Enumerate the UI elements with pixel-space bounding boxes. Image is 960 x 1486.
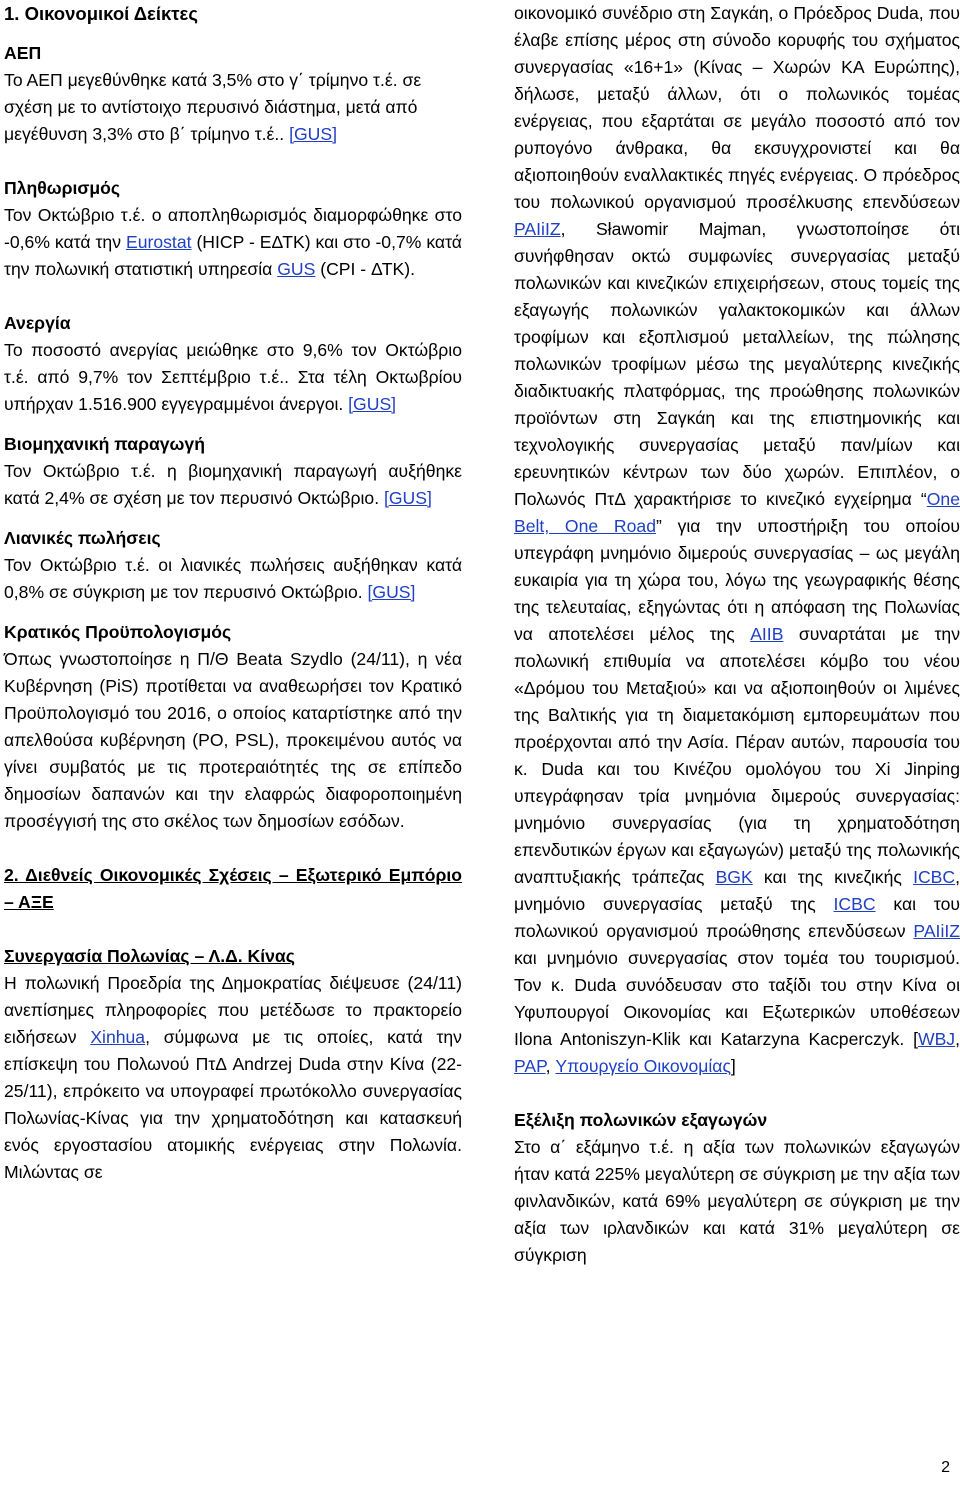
cont-text-8: και μνημόνιο συνεργασίας στον τομέα του τουρισμού. Τον κ. Duda συνόδευσαν στο ταξίδι του στην Κίνα οι Υφυπουργοί Οικονομίας και Εξωτερικών υποθέσεων Ilona Antoniszyn-Klik και Katarzyna Kacperczyk. [514,948,960,1049]
pap-link[interactable]: PAP [514,1056,546,1076]
cooperation-text-1: Η πολωνική Προεδρία της Δημοκρατίας διέψευσε (24/11) ανεπίσημες πληροφορίες που μετέδωσε το πρακτορείο ειδήσεων [4,973,462,1047]
sources-close-bracket: ] [730,1056,736,1076]
paiiz-link-2[interactable]: PAIiIZ [913,921,960,941]
bgk-link[interactable]: BGK [715,867,753,887]
cont-text-5: και της κινεζικής [752,867,914,887]
industry-gus-link[interactable]: [GUS] [383,488,432,508]
budget-heading: Κρατικός Προϋπολογισμός [4,622,232,642]
retail-text: Τον Οκτώβριο τ.έ. οι λιανικές πωλήσεις αυξήθηκαν κατά 0,8% σε σύγκριση με τον περυσινό Οκτώβριο. [4,555,462,602]
right-column [514,0,960,1269]
retail-heading: Λιανικές πωλήσεις [4,528,161,548]
paiiz-link[interactable]: PAIiIZ [514,219,561,239]
unemployment-text: Το ποσοστό ανεργίας μειώθηκε στο 9,6% τον Οκτώβριο τ.έ. από 9,7% τον Σεπτέμβριο τ.έ.. Στα τέλη Οκτωβρίου υπήρχαν 1.516.900 εγγεγραμμένοι άνεργοι. [4,340,462,414]
industry-paragraph [4,458,462,512]
cooperation-continued-paragraph [514,0,960,1080]
cont-text-2: , Sławomir Majman, γνωστοποίησε ότι συνήφθησαν οκτώ συμφωνίες συνεργασίας μεταξύ πολωνικών και κινεζικών επιχειρήσεων, στους τομείς της εξαγωγής πολωνικών γαλακτοκομικών και άλλων τροφίμων και εξοπλισμού μεταλλείων, της πώλησης πολωνικών τροφίμων μέσω της μεγαλύτερης κινεζικής διαδικτυακής πλατφόρμας, της προώθησης πολωνικών προϊόντων στη Σαγκάη και της επιστημονικής και τεχνολογικής συνεργασίας μεταξύ παν/μίων και ερευνητικών κέντρων των δύο χωρών. Επιπλέον, ο Πολωνός ΠτΔ χαρακτήρισε το κινεζικό εγχείρημα “ [514,219,960,509]
page-number: 2 [941,1459,950,1476]
ministry-of-economy-link[interactable]: Υπουργείο Οικονομίας [555,1056,731,1076]
industry-text: Τον Οκτώβριο τ.έ. η βιομηχανική παραγωγή αυξήθηκε κατά 2,4% σε σχέση με τον περυσινό Οκτώβριο. [4,461,462,508]
cont-text-1: οικονομικό συνέδριο στη Σαγκάη, ο Πρόεδρος Duda, που έλαβε επίσης μέρος στη σύνοδο κορυφής του σχήματος συνεργασίας «16+1» (Κίνας – Χωρών ΚΑ Ευρώπης), δήλωσε, μεταξύ άλλων, ότι ο πολωνικός τομέας ενέργειας, που εξαρτάται σε μεγάλο ποσοστό από τον ρυπογόνο άνθρακα, θα εκσυγχρονιστεί και θα αξιοποιηθούν εναλλακτικές πηγές ενέργειας. Ο πρόεδρος του πολωνικού οργανισμού προσέλκυσης επενδύσεων [514,3,960,212]
retail-gus-link[interactable]: [GUS] [367,582,416,602]
cooperation-paragraph [4,970,462,1186]
cont-text-4: συναρτάται με την πολωνική επιθυμία να αποτελέσει κόμβο του νέου «Δρόμου του Μεταξιού» και να αξιοποιηθούν οι λιμένες της Βαλτικής για τη διαμετακόμιση εμπορευμάτων που προέρχονται από την Ασία. Πέραν αυτών, παρουσία του κ. Duda και του Κινέζου ομολόγου του Xi Jinping υπεγράφησαν τρία μνημόνια διμερούς συνεργασίας: μνημόνιο συνεργασίας (για τη χρηματοδότηση επενδυτικών έργων και εξαγωγών) μεταξύ της πολωνικής αναπτυξιακής τράπεζας [514,624,960,887]
gdp-gus-link[interactable]: [GUS] [289,124,337,144]
inflation-heading: Πληθωρισμός [4,178,121,198]
one-belt-one-road-link[interactable]: One Belt, One Road [514,489,960,536]
retail-paragraph [4,552,462,606]
aiib-link[interactable]: AIIB [750,624,784,644]
cont-text-7: και του πολωνικού οργανισμού προώθησης επενδύσεων [514,894,960,941]
unemployment-paragraph [4,337,462,418]
inflation-text-3: (CPI - ΔΤΚ). [315,259,416,279]
gdp-paragraph [4,67,462,148]
gdp-text: Το ΑΕΠ μεγεθύνθηκε κατά 3,5% στο γ΄ τρίμηνο τ.έ. σε σχέση με το αντίστοιχο περυσινό διάστημα, μετά από μεγέθυνση 3,3% στο β΄ τρίμηνο τ.έ.. [4,70,422,144]
cooperation-heading: Συνεργασία Πολωνίας – Λ.Δ. Κίνας [4,946,295,966]
sources-separator-1: , [955,1029,960,1049]
cont-text-3: ” για την υποστήριξη του οποίου υπεγράφη μνημόνιο διμερούς συνεργασίας – ως μεγάλη ευκαιρία για τη χώρα του, λόγω της γεωγραφικής θέσης της τελευταίας, εξηγώντας ότι η απόφαση της Πολωνίας να αποτελέσει μέλος της [514,516,960,644]
sources-open-bracket: [ [913,1029,918,1049]
unemployment-heading: Ανεργία [4,313,71,333]
eurostat-link[interactable]: Eurostat [125,232,192,252]
unemployment-gus-link[interactable]: [GUS] [348,394,397,414]
exports-heading: Εξέλιξη πολωνικών εξαγωγών [514,1110,768,1130]
gdp-heading: ΑΕΠ [4,43,42,63]
industry-heading: Βιομηχανική παραγωγή [4,434,205,454]
left-column [4,0,462,1186]
cooperation-text-2: , σύμφωνα με τις οποίες, κατά την επίσκεψη του Πολωνού ΠτΔ Andrzej Duda στην Κίνα (22-25/11), επρόκειτο να υπογραφεί πρωτόκολλο συνεργασίας Πολωνίας-Κίνας για την χρηματοδότηση και κατασκευή ενός εργοστασίου ατομικής ενέργειας στην Πολωνία. Μιλώντας σε [4,1027,462,1182]
icbc-link-1[interactable]: ICBC [913,867,956,887]
xinhua-link[interactable]: Xinhua [90,1027,146,1047]
cont-text-6: , μνημόνιο συνεργασίας μεταξύ της [514,867,960,914]
gus-link[interactable]: GUS [277,259,316,279]
inflation-text-2: (HICP - ΕΔΤΚ) και στο -0,7% κατά την πολωνική στατιστική υπηρεσία [4,232,462,279]
inflation-paragraph [4,202,462,283]
budget-paragraph: Όπως γνωστοποίησε η Π/Θ Beata Szydlo (24/11), η νέα Κυβέρνηση (PiS) προτίθεται να αναθεωρήσει τον Κρατικό Προϋπολογισμό του 2016, ο οποίος καταρτίστηκε από την απελθούσα κυβέρνηση (PO, PSL), προκειμένου αυτός να γίνει συμβατός με τις προτεραιότητές της σε επίπεδο δημοσίων δαπανών και την ελαφρώς διαφοροποιημένη προσέγγισή της στο σκέλος των δημοσίων εσόδων. [4,649,462,831]
inflation-text-1: Τον Οκτώβριο τ.έ. ο αποπληθωρισμός διαμορφώθηκε στο -0,6% κατά την [4,205,462,252]
wbj-link[interactable]: WBJ [917,1029,956,1049]
exports-paragraph: Στο α΄ εξάμηνο τ.έ. η αξία των πολωνικών εξαγωγών ήταν κατά 225% μεγαλύτερη σε σύγκριση με την αξία των φινλανδικών, κατά 69% μεγαλύτερη σε σύγκριση με την αξία των ιρλανδικών και κατά 31% μεγαλύτερη σε σύγκριση [514,1137,960,1265]
icbc-link-2[interactable]: ICBC [833,894,876,914]
section-1-title: 1. Οικονομικοί Δείκτες [4,3,198,24]
section-2-title: 2. Διεθνείς Οικονομικές Σχέσεις – Εξωτερικό Εμπόριο – ΑΞΕ [4,865,462,912]
sources-separator-2: , [545,1056,556,1076]
